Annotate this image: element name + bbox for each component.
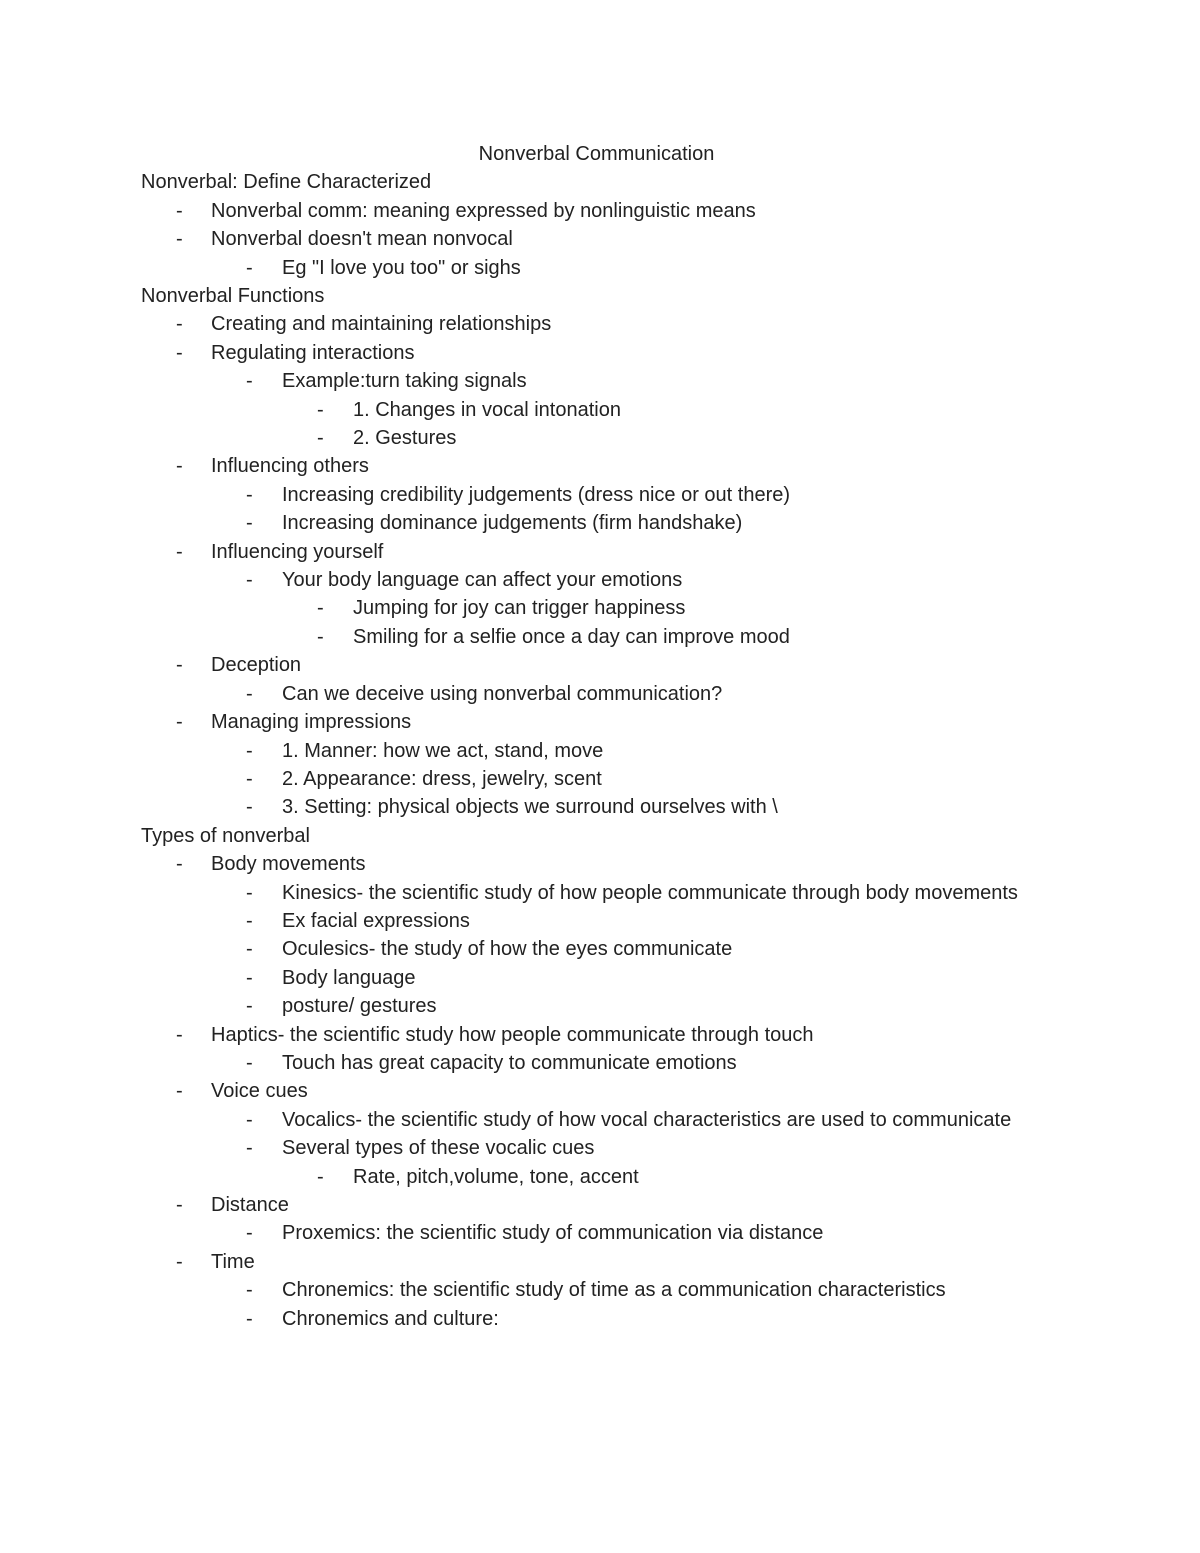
- line-text: Nonverbal: Define Characterized: [141, 171, 432, 194]
- line-text: Nonverbal Functions: [141, 285, 325, 308]
- bullet-dash: -: [176, 313, 183, 336]
- line-text: Time: [211, 1250, 255, 1273]
- bullet-dash: -: [246, 796, 253, 819]
- section-heading: [141, 282, 1021, 310]
- bullet-dash: -: [246, 1108, 253, 1131]
- line-text: Creating and maintaining relationships: [211, 313, 552, 336]
- bullet-dash: -: [176, 540, 183, 563]
- line-text: 1. Manner: how we act, stand, move: [282, 739, 604, 762]
- bullet-dash: -: [176, 341, 183, 364]
- bullet-item: [141, 254, 1021, 282]
- bullet-item: [141, 452, 1021, 480]
- bullet-dash: -: [176, 654, 183, 677]
- bullet-item: [141, 396, 1021, 424]
- bullet-dash: -: [176, 199, 183, 222]
- line-text: Chronemics: the scientific study of time as a communication characteristics: [282, 1279, 946, 1302]
- line-text: posture/ gestures: [282, 995, 437, 1018]
- bullet-dash: -: [246, 767, 253, 790]
- bullet-item: [141, 509, 1021, 537]
- bullet-item: [141, 538, 1021, 566]
- line-text: Chronemics and culture:: [282, 1307, 499, 1330]
- bullet-item: [141, 765, 1021, 793]
- bullet-item: [141, 793, 1021, 821]
- line-text: Example:turn taking signals: [282, 370, 527, 393]
- bullet-item: [141, 1191, 1021, 1219]
- line-text: Ex facial expressions: [282, 909, 470, 932]
- bullet-dash: -: [246, 1051, 253, 1074]
- bullet-item: [141, 1134, 1021, 1162]
- line-text: Kinesics- the scientific study of how people communicate through body movements: [282, 881, 1018, 904]
- line-text: Proxemics: the scientific study of communication via distance: [282, 1222, 824, 1245]
- line-text: Nonverbal doesn't mean nonvocal: [211, 228, 513, 251]
- bullet-item: [141, 367, 1021, 395]
- bullet-item: [141, 1077, 1021, 1105]
- line-text: Smiling for a selfie once a day can improve mood: [353, 625, 790, 648]
- bullet-item: [141, 651, 1021, 679]
- bullet-item: [141, 1305, 1021, 1333]
- bullet-item: [141, 1163, 1021, 1191]
- line-text: Vocalics- the scientific study of how vocal characteristics are used to communicate: [282, 1108, 1012, 1131]
- line-text: Nonverbal comm: meaning expressed by nonlinguistic means: [211, 199, 756, 222]
- page-title: Nonverbal Communication: [478, 143, 715, 165]
- bullet-dash: -: [246, 370, 253, 393]
- bullet-dash: -: [246, 569, 253, 592]
- line-text: Increasing credibility judgements (dress nice or out there): [282, 483, 791, 506]
- bullet-dash: -: [246, 256, 253, 279]
- bullet-dash: -: [246, 682, 253, 705]
- bullet-item: [141, 964, 1021, 992]
- line-text: 2. Appearance: dress, jewelry, scent: [282, 767, 602, 790]
- bullet-dash: -: [317, 1165, 324, 1188]
- bullet-item: [141, 1106, 1021, 1134]
- bullet-item: [141, 680, 1021, 708]
- bullet-dash: -: [176, 1080, 183, 1103]
- bullet-item: [141, 1219, 1021, 1247]
- line-text: Influencing yourself: [211, 540, 384, 563]
- bullet-dash: -: [246, 512, 253, 535]
- line-text: Can we deceive using nonverbal communication?: [282, 682, 723, 705]
- bullet-dash: -: [246, 995, 253, 1018]
- bullet-dash: -: [246, 881, 253, 904]
- line-text: 3. Setting: physical objects we surround ourselves with \: [282, 796, 778, 819]
- bullet-dash: -: [317, 597, 324, 620]
- line-text: Managing impressions: [211, 711, 412, 734]
- bullet-dash: -: [246, 1222, 253, 1245]
- bullet-dash: -: [317, 427, 324, 450]
- bullet-item: [141, 481, 1021, 509]
- bullet-dash: -: [246, 739, 253, 762]
- line-text: Increasing dominance judgements (firm handshake): [282, 512, 743, 535]
- bullet-item: [141, 1049, 1021, 1077]
- bullet-item: [141, 310, 1021, 338]
- bullet-item: [141, 197, 1021, 225]
- bullet-dash: -: [246, 483, 253, 506]
- line-text: Body language: [282, 966, 416, 989]
- line-text: Your body language can affect your emotions: [282, 569, 683, 592]
- line-text: Haptics- the scientific study how people communicate through touch: [211, 1023, 814, 1046]
- bullet-dash: -: [176, 1023, 183, 1046]
- line-text: 1. Changes in vocal intonation: [353, 398, 621, 421]
- line-text: Body movements: [211, 853, 366, 876]
- bullet-item: [141, 1276, 1021, 1304]
- bullet-item: [141, 594, 1021, 622]
- line-text: Rate, pitch,volume, tone, accent: [353, 1165, 639, 1188]
- line-text: Touch has great capacity to communicate emotions: [282, 1051, 737, 1074]
- bullet-item: [141, 708, 1021, 736]
- line-text: Several types of these vocalic cues: [282, 1137, 595, 1160]
- line-text: Voice cues: [211, 1080, 308, 1103]
- section-heading: [141, 822, 1021, 850]
- bullet-dash: -: [176, 228, 183, 251]
- line-text: Deception: [211, 654, 302, 677]
- line-text: Eg "I love you too" or sighs: [282, 256, 521, 279]
- line-text: Jumping for joy can trigger happiness: [353, 597, 686, 620]
- bullet-dash: -: [317, 398, 324, 421]
- bullet-item: [141, 935, 1021, 963]
- line-text: Types of nonverbal: [141, 824, 310, 847]
- bullet-dash: -: [176, 455, 183, 478]
- bullet-dash: -: [176, 1250, 183, 1273]
- line-text: Influencing others: [211, 455, 369, 478]
- bullet-item: [141, 424, 1021, 452]
- bullet-dash: -: [246, 938, 253, 961]
- bullet-item: [141, 339, 1021, 367]
- bullet-dash: -: [176, 711, 183, 734]
- bullet-item: [141, 566, 1021, 594]
- line-text: Regulating interactions: [211, 341, 415, 364]
- bullet-dash: -: [246, 966, 253, 989]
- bullet-dash: -: [176, 1194, 183, 1217]
- bullet-item: [141, 1248, 1021, 1276]
- bullet-item: [141, 879, 1021, 907]
- bullet-dash: -: [246, 909, 253, 932]
- bullet-dash: -: [176, 853, 183, 876]
- line-text: 2. Gestures: [353, 427, 457, 450]
- line-text: Oculesics- the study of how the eyes communicate: [282, 938, 733, 961]
- bullet-item: [141, 850, 1021, 878]
- bullet-item: [141, 623, 1021, 651]
- bullet-item: [141, 1021, 1021, 1049]
- notes-outline: [141, 168, 1021, 1333]
- line-text: Distance: [211, 1194, 289, 1217]
- bullet-dash: -: [246, 1279, 253, 1302]
- section-heading: [141, 168, 1021, 196]
- bullet-item: [141, 737, 1021, 765]
- bullet-item: [141, 992, 1021, 1020]
- bullet-dash: -: [246, 1307, 253, 1330]
- bullet-item: [141, 225, 1021, 253]
- bullet-dash: -: [246, 1137, 253, 1160]
- bullet-dash: -: [317, 625, 324, 648]
- bullet-item: [141, 907, 1021, 935]
